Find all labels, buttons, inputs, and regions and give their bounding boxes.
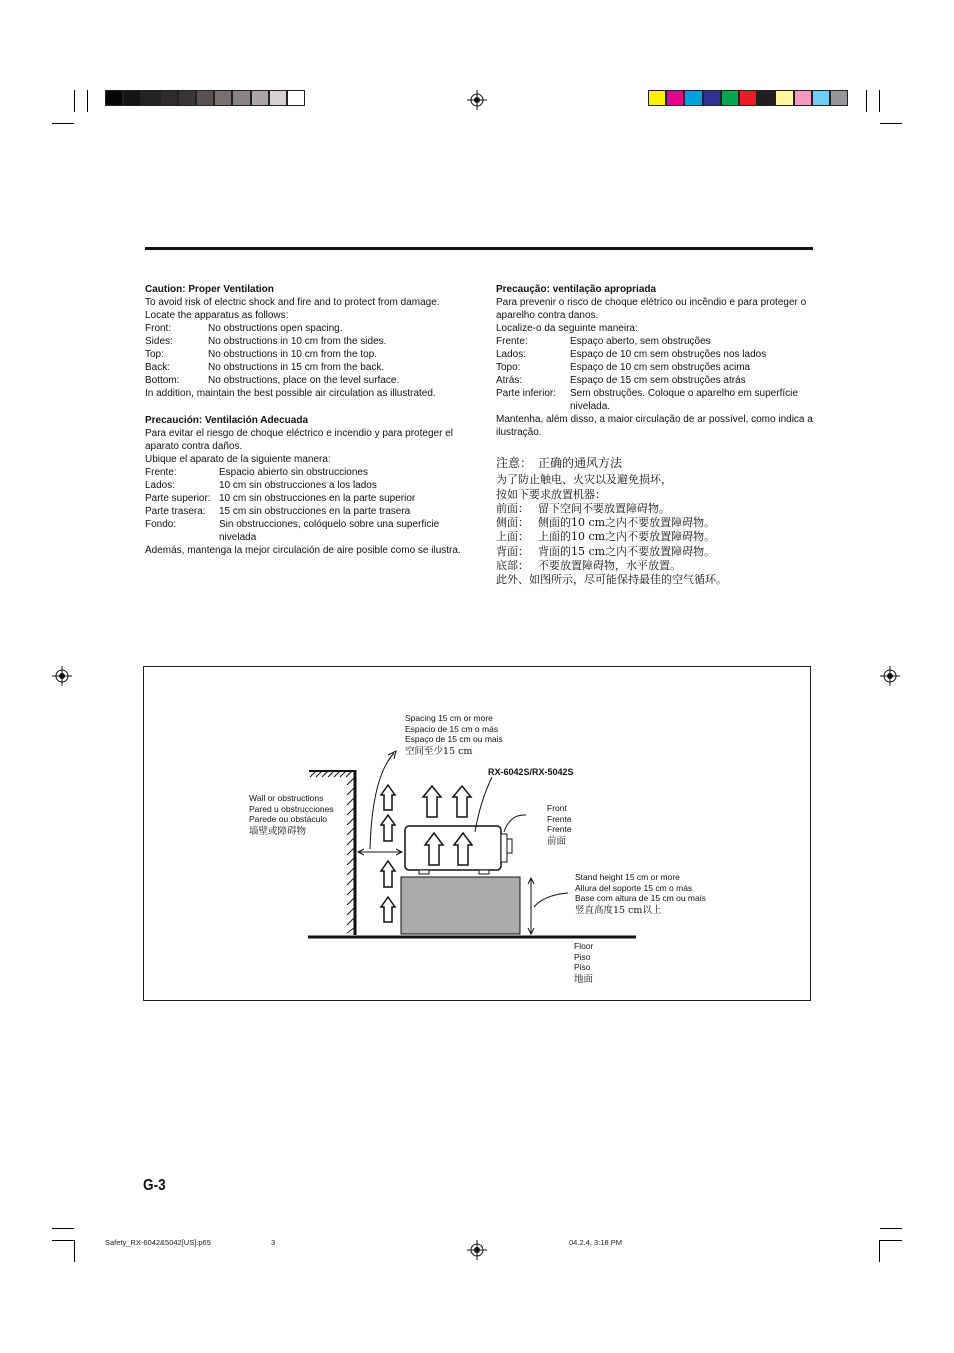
crop-mark xyxy=(879,90,880,112)
requirement-value: 上面的10 cm之内不要放置障碍物。 xyxy=(538,530,716,544)
requirement-key: Lados: xyxy=(496,349,527,360)
requirement-key: 背面： xyxy=(496,544,529,558)
calibration-swatch xyxy=(721,90,739,106)
requirement-value: 10 cm sin obstrucciones en la parte superior xyxy=(219,493,416,504)
footer-date: 04.2.4, 3:18 PM xyxy=(569,1238,622,1247)
section-english xyxy=(145,283,461,400)
calibration-swatch xyxy=(178,90,196,106)
requirement-row xyxy=(496,502,814,516)
label-line: 竖直高度15 cm以上 xyxy=(575,904,662,916)
requirement-value: 留下空间不要放置障碍物。 xyxy=(538,501,670,515)
crop-mark xyxy=(74,1240,75,1262)
requirement-key: Parte inferior: xyxy=(496,388,557,399)
requirement-value: 15 cm sin obstrucciones en la parte trasera xyxy=(219,506,411,517)
requirement-value: 侧面的10 cm之内不要放置障碍物。 xyxy=(538,516,716,530)
outro-text: In addition, maintain the best possible air circulation as illustrated. xyxy=(145,388,436,399)
spacing-label xyxy=(405,713,503,758)
crop-mark xyxy=(866,90,867,112)
page-number: G-3 xyxy=(143,1177,166,1194)
label-line: Stand height 15 cm or more xyxy=(575,872,680,882)
section-chinese xyxy=(496,456,814,588)
requirement-row xyxy=(145,505,461,518)
intro-text: Locate the apparatus as follows: xyxy=(145,310,289,321)
requirement-value: Espaço de 15 cm sem obstruções atrás xyxy=(570,375,746,386)
requirement-value: Sem obstruções. Coloque o aparelho em superfície nivelada. xyxy=(570,388,798,412)
label-line: Piso xyxy=(574,962,591,972)
requirement-key: Bottom: xyxy=(145,375,180,386)
label-line: Floor xyxy=(574,941,594,951)
crop-mark xyxy=(52,123,74,124)
crop-mark xyxy=(879,1240,880,1262)
label-line: Spacing 15 cm or more xyxy=(405,713,493,723)
intro-text: 按如下要求放置机器： xyxy=(496,487,606,501)
label-line: Wall or obstructions xyxy=(249,793,324,803)
requirement-row xyxy=(145,466,461,479)
label-line: 空间至少15 cm xyxy=(405,745,473,757)
calibration-swatch xyxy=(232,90,250,106)
requirement-key: 前面： xyxy=(496,501,529,515)
requirement-key: Parte superior: xyxy=(145,493,211,504)
label-line: Piso xyxy=(574,951,591,962)
section-heading: Precaución: Ventilación Adecuada xyxy=(145,415,309,426)
requirement-value: Espacio abierto sin obstrucciones xyxy=(219,467,368,478)
calibration-swatch xyxy=(684,90,702,106)
requirement-value: No obstructions in 10 cm from the top. xyxy=(208,349,377,360)
requirement-key: Atrás: xyxy=(496,375,523,386)
requirement-value: Espaço de 10 cm sem obstruções acima xyxy=(570,362,751,373)
intro-text: Ubique el aparato de la siguiente manera: xyxy=(145,454,331,465)
label-line: 墙壁或障碍物 xyxy=(249,825,307,837)
requirement-row xyxy=(496,545,814,559)
label-line: Front xyxy=(547,803,567,813)
label-line: Parede ou obstáculo xyxy=(249,814,327,824)
requirement-row xyxy=(496,387,814,413)
requirement-row xyxy=(145,348,461,361)
registration-mark-icon xyxy=(467,1240,487,1260)
section-heading: Precaução: ventilação apropriada xyxy=(496,284,657,295)
requirement-value: No obstructions, place on the level surface. xyxy=(208,375,400,386)
section-spanish xyxy=(145,414,461,557)
calibration-swatch xyxy=(287,90,305,106)
calibration-swatch xyxy=(739,90,757,106)
calibration-swatch xyxy=(812,90,830,106)
wall-label xyxy=(249,793,334,838)
requirement-value: Espaço aberto, sem obstruções xyxy=(570,336,711,347)
calibration-swatch xyxy=(251,90,269,106)
requirement-key: Front: xyxy=(145,323,172,334)
footer-file: Safety_RX-6042&5042[US].p65 xyxy=(105,1238,211,1247)
requirement-row xyxy=(496,559,814,573)
section-heading: Caution: Proper Ventilation xyxy=(145,284,274,295)
requirement-row xyxy=(496,374,814,387)
front-label xyxy=(547,803,572,848)
intro-text: Para prevenir o risco de choque elétrico ou incêndio e para proteger o aparelho contra danos. xyxy=(496,297,807,321)
registration-mark-icon xyxy=(52,666,72,686)
requirement-row xyxy=(145,335,461,348)
calibration-swatch xyxy=(757,90,775,106)
label-line: Allura del soporte 15 cm o más xyxy=(575,882,693,893)
outro-text: Además, mantenga la mejor circulación de aire posible como se ilustra. xyxy=(145,545,461,556)
requirement-key: Parte trasera: xyxy=(145,506,206,517)
requirement-key: 底部： xyxy=(496,559,529,573)
intro-text: Localize-o da seguinte maneira: xyxy=(496,323,638,334)
requirement-value: 不要放置障碍物，水平放置。 xyxy=(538,559,681,573)
requirement-row xyxy=(145,361,461,374)
requirement-value: No obstructions open spacing. xyxy=(208,323,343,334)
requirement-value: 10 cm sin obstrucciones a los lados xyxy=(219,480,377,491)
calibration-swatch xyxy=(666,90,684,106)
requirement-value: Espaço de 10 cm sem obstruções nos lados xyxy=(570,349,767,360)
requirement-key: 侧面： xyxy=(496,516,529,530)
header-rule xyxy=(145,247,813,250)
crop-mark xyxy=(880,123,902,124)
calibration-swatch xyxy=(105,90,123,106)
crop-mark xyxy=(880,1228,902,1229)
requirement-value: Sin obstrucciones, colóquelo sobre una superficie nivelada xyxy=(219,519,440,543)
ventilation-diagram xyxy=(143,666,811,1001)
calibration-swatch xyxy=(794,90,812,106)
intro-text: To avoid risk of electric shock and fire and to protect from damage. xyxy=(145,297,440,308)
requirement-row xyxy=(496,516,814,530)
label-line: Espacio de 15 cm o más xyxy=(405,723,499,734)
crop-mark xyxy=(87,90,88,112)
requirement-row xyxy=(145,374,461,387)
crop-mark xyxy=(880,1240,902,1241)
calibration-swatch xyxy=(141,90,159,106)
intro-text: Para evitar el riesgo de choque eléctrico e incendio y para proteger el aparato contra daños. xyxy=(145,428,453,452)
requirement-key: Frente: xyxy=(496,336,528,347)
requirement-key: Lados: xyxy=(145,480,176,491)
section-portuguese xyxy=(496,283,814,439)
outro-text: 此外、如图所示，尽可能保持最佳的空气循环。 xyxy=(496,573,727,587)
crop-mark xyxy=(74,90,75,112)
calibration-swatch xyxy=(775,90,793,106)
calibration-swatch xyxy=(123,90,141,106)
floor-label xyxy=(574,941,593,986)
calibration-swatch xyxy=(830,90,848,106)
calibration-swatch xyxy=(214,90,232,106)
requirement-value: 背面的15 cm之内不要放置障碍物。 xyxy=(538,544,716,558)
label-line: 地面 xyxy=(574,973,594,985)
label-line: Espaço de 15 cm ou mais xyxy=(405,734,503,744)
requirement-value: No obstructions in 10 cm from the sides. xyxy=(208,336,387,347)
label-line: Base com altura de 15 cm ou mais xyxy=(575,893,706,903)
outro-text: Mantenha, além disso, a maior circulação de ar possível, como indica a ilustração. xyxy=(496,414,813,438)
label-line: Frente xyxy=(547,813,572,824)
requirement-value: No obstructions in 15 cm from the back. xyxy=(208,362,385,373)
model-label: RX-6042S/RX-5042S xyxy=(488,767,574,777)
crop-mark xyxy=(52,1240,74,1241)
requirement-key: Frente: xyxy=(145,467,177,478)
label-line: Pared u obstrucciones xyxy=(249,803,334,814)
calibration-swatch xyxy=(703,90,721,106)
requirement-row xyxy=(496,361,814,374)
requirement-row xyxy=(496,335,814,348)
calibration-swatch xyxy=(648,90,666,106)
requirement-key: Back: xyxy=(145,362,171,373)
section-heading: 注意： 正确的通风方法 xyxy=(496,456,623,470)
requirement-row xyxy=(145,492,461,505)
requirement-row xyxy=(145,479,461,492)
calibration-swatch xyxy=(196,90,214,106)
stand xyxy=(401,877,520,934)
crop-mark xyxy=(52,1228,74,1229)
footer-page: 3 xyxy=(271,1238,276,1247)
label-line: 前面 xyxy=(547,835,567,847)
stand-label xyxy=(575,872,706,917)
registration-mark-icon xyxy=(880,666,900,686)
calibration-swatch xyxy=(160,90,178,106)
requirement-key: 上面： xyxy=(496,530,529,544)
requirement-row xyxy=(496,530,814,544)
label-line: Frente xyxy=(547,824,572,834)
registration-mark-icon xyxy=(467,90,487,110)
requirement-row xyxy=(145,322,461,335)
requirement-key: Top: xyxy=(145,349,164,360)
requirement-key: Topo: xyxy=(496,362,521,373)
intro-text: 为了防止触电、火灾以及避免损坏， xyxy=(496,473,672,487)
requirement-key: Fondo: xyxy=(145,519,177,530)
calibration-swatch xyxy=(269,90,287,106)
requirement-key: Sides: xyxy=(145,336,173,347)
requirement-row xyxy=(145,518,461,544)
requirement-row xyxy=(496,348,814,361)
